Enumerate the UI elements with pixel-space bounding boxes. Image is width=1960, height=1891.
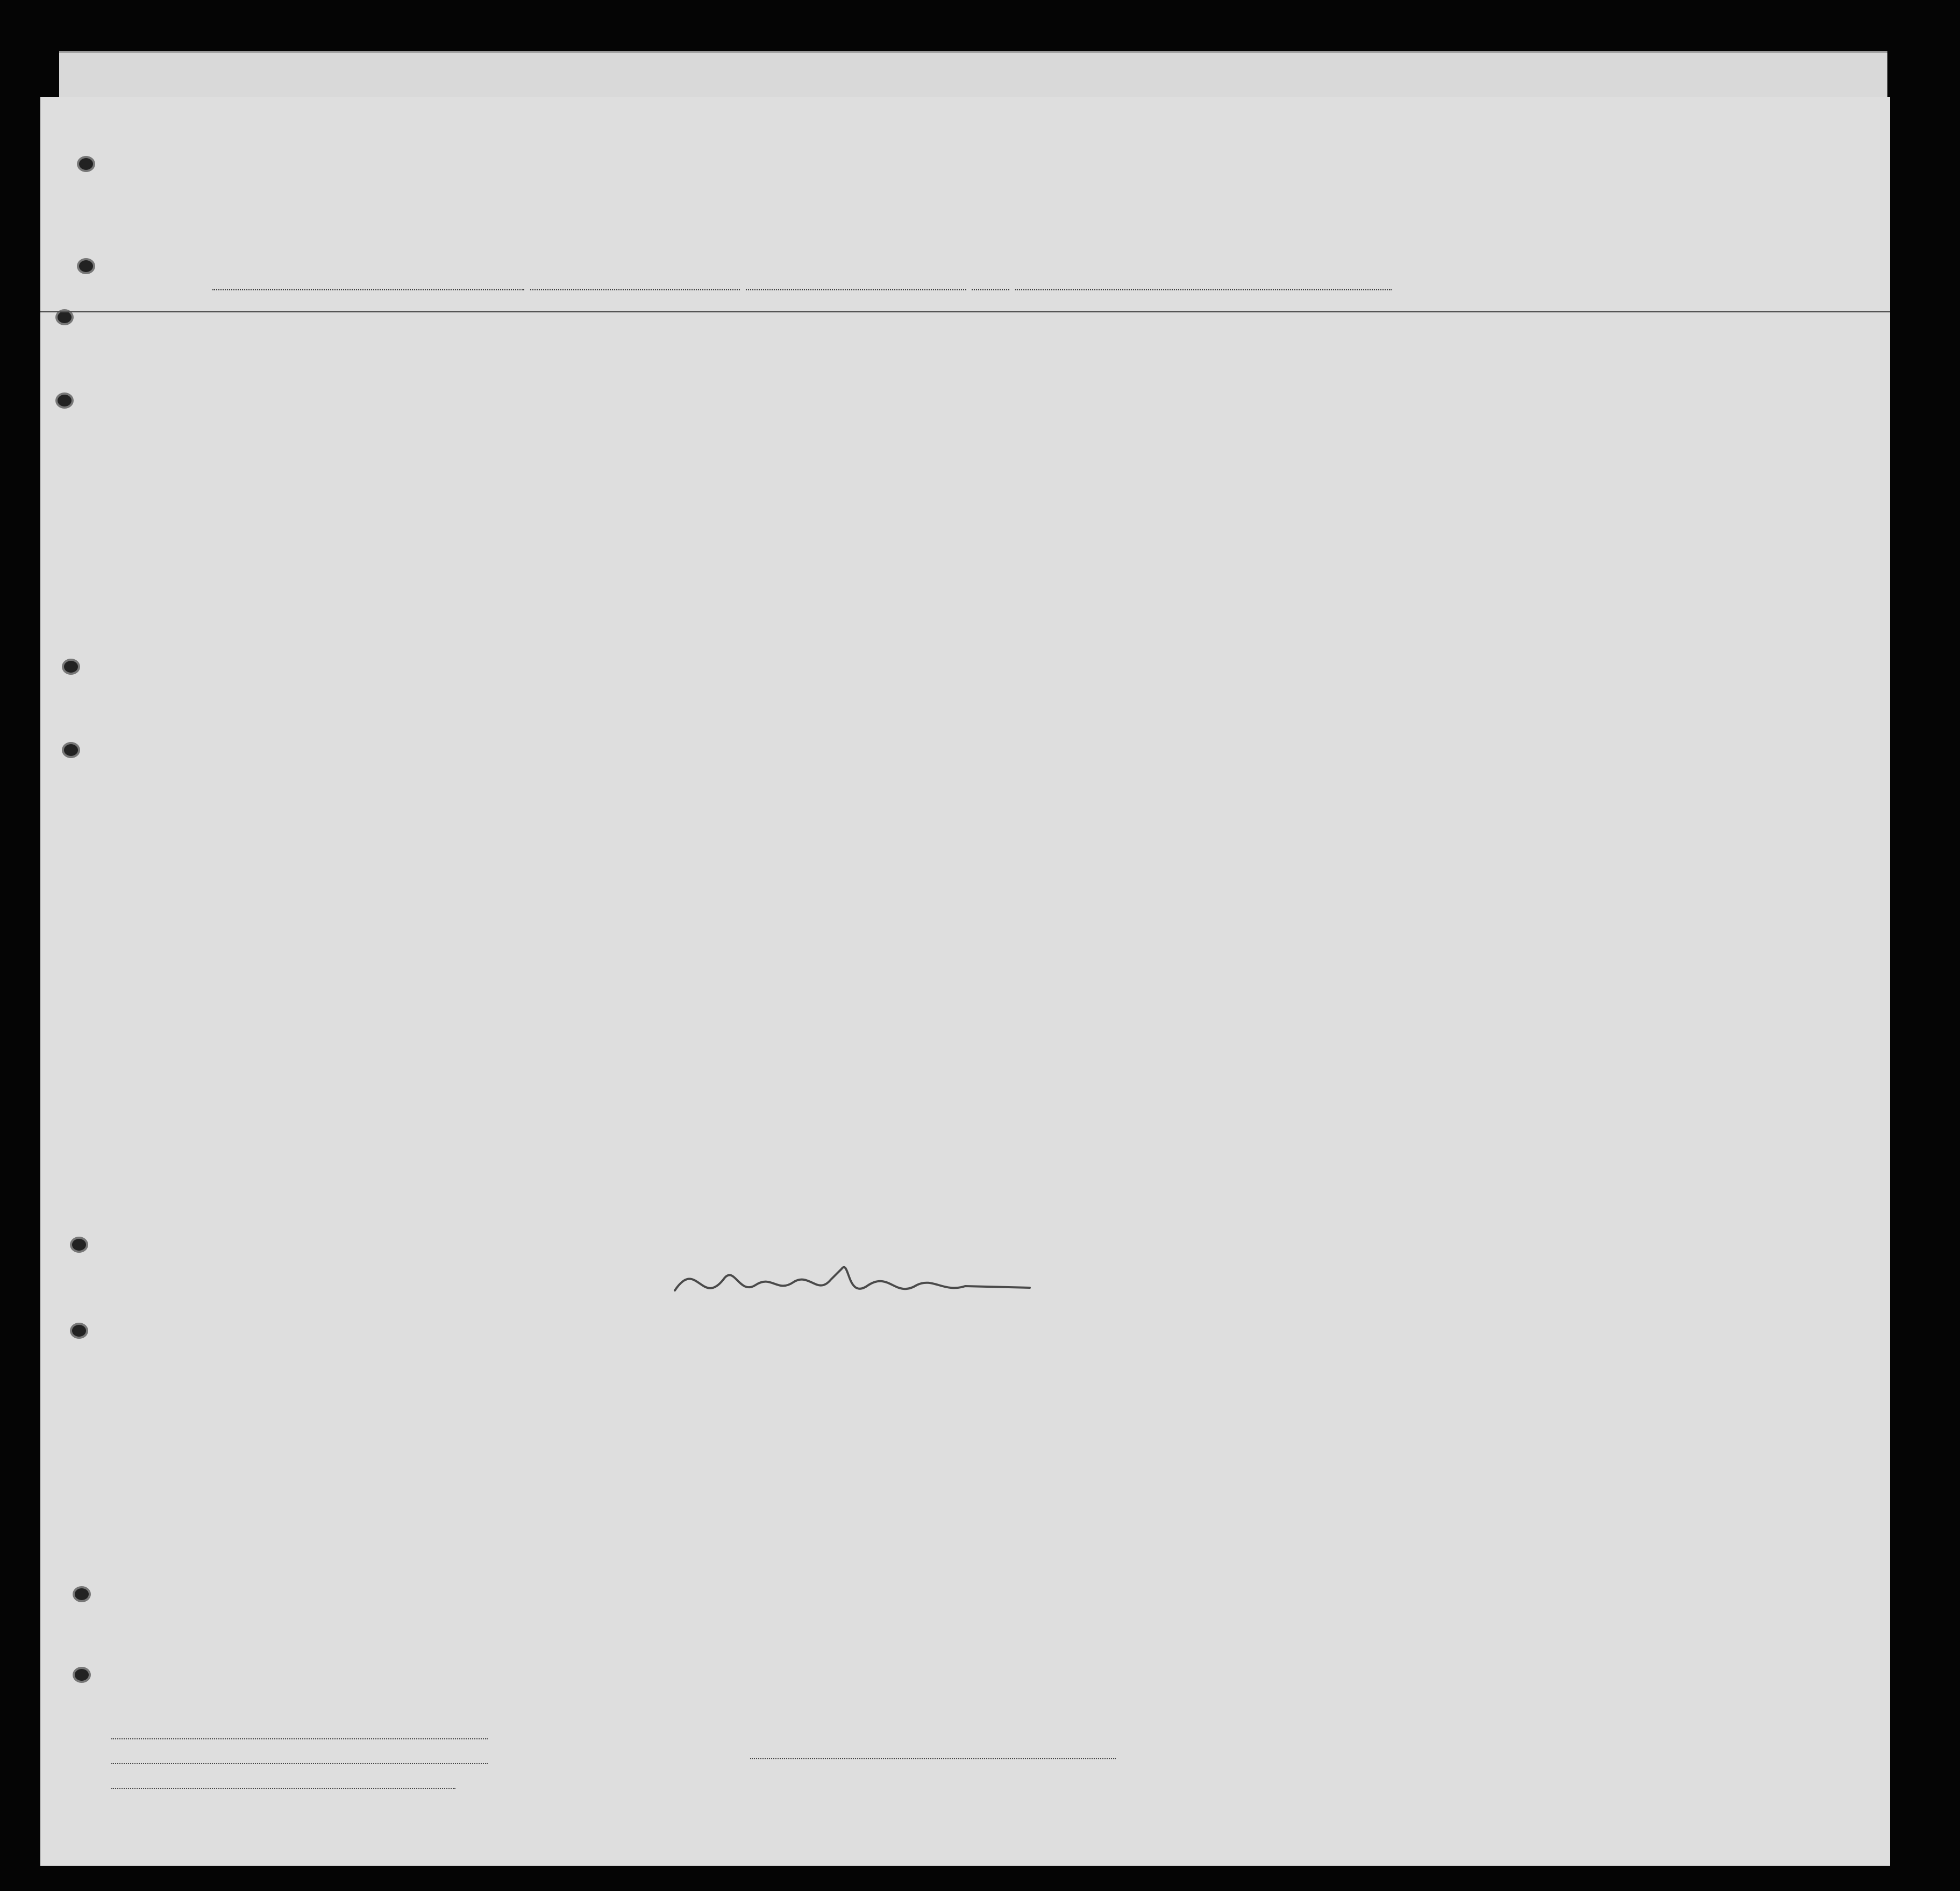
owners-field [105,1748,488,1773]
inspector-label [750,1758,1116,1761]
manifest-sheet [40,97,1890,1866]
line-field [105,1723,488,1748]
manifest-grid [40,97,1890,1866]
footer-fields [105,1723,488,1797]
inspector-signature [664,1247,1040,1312]
back-sheet-number [1804,70,1826,89]
agents-field [105,1773,488,1797]
